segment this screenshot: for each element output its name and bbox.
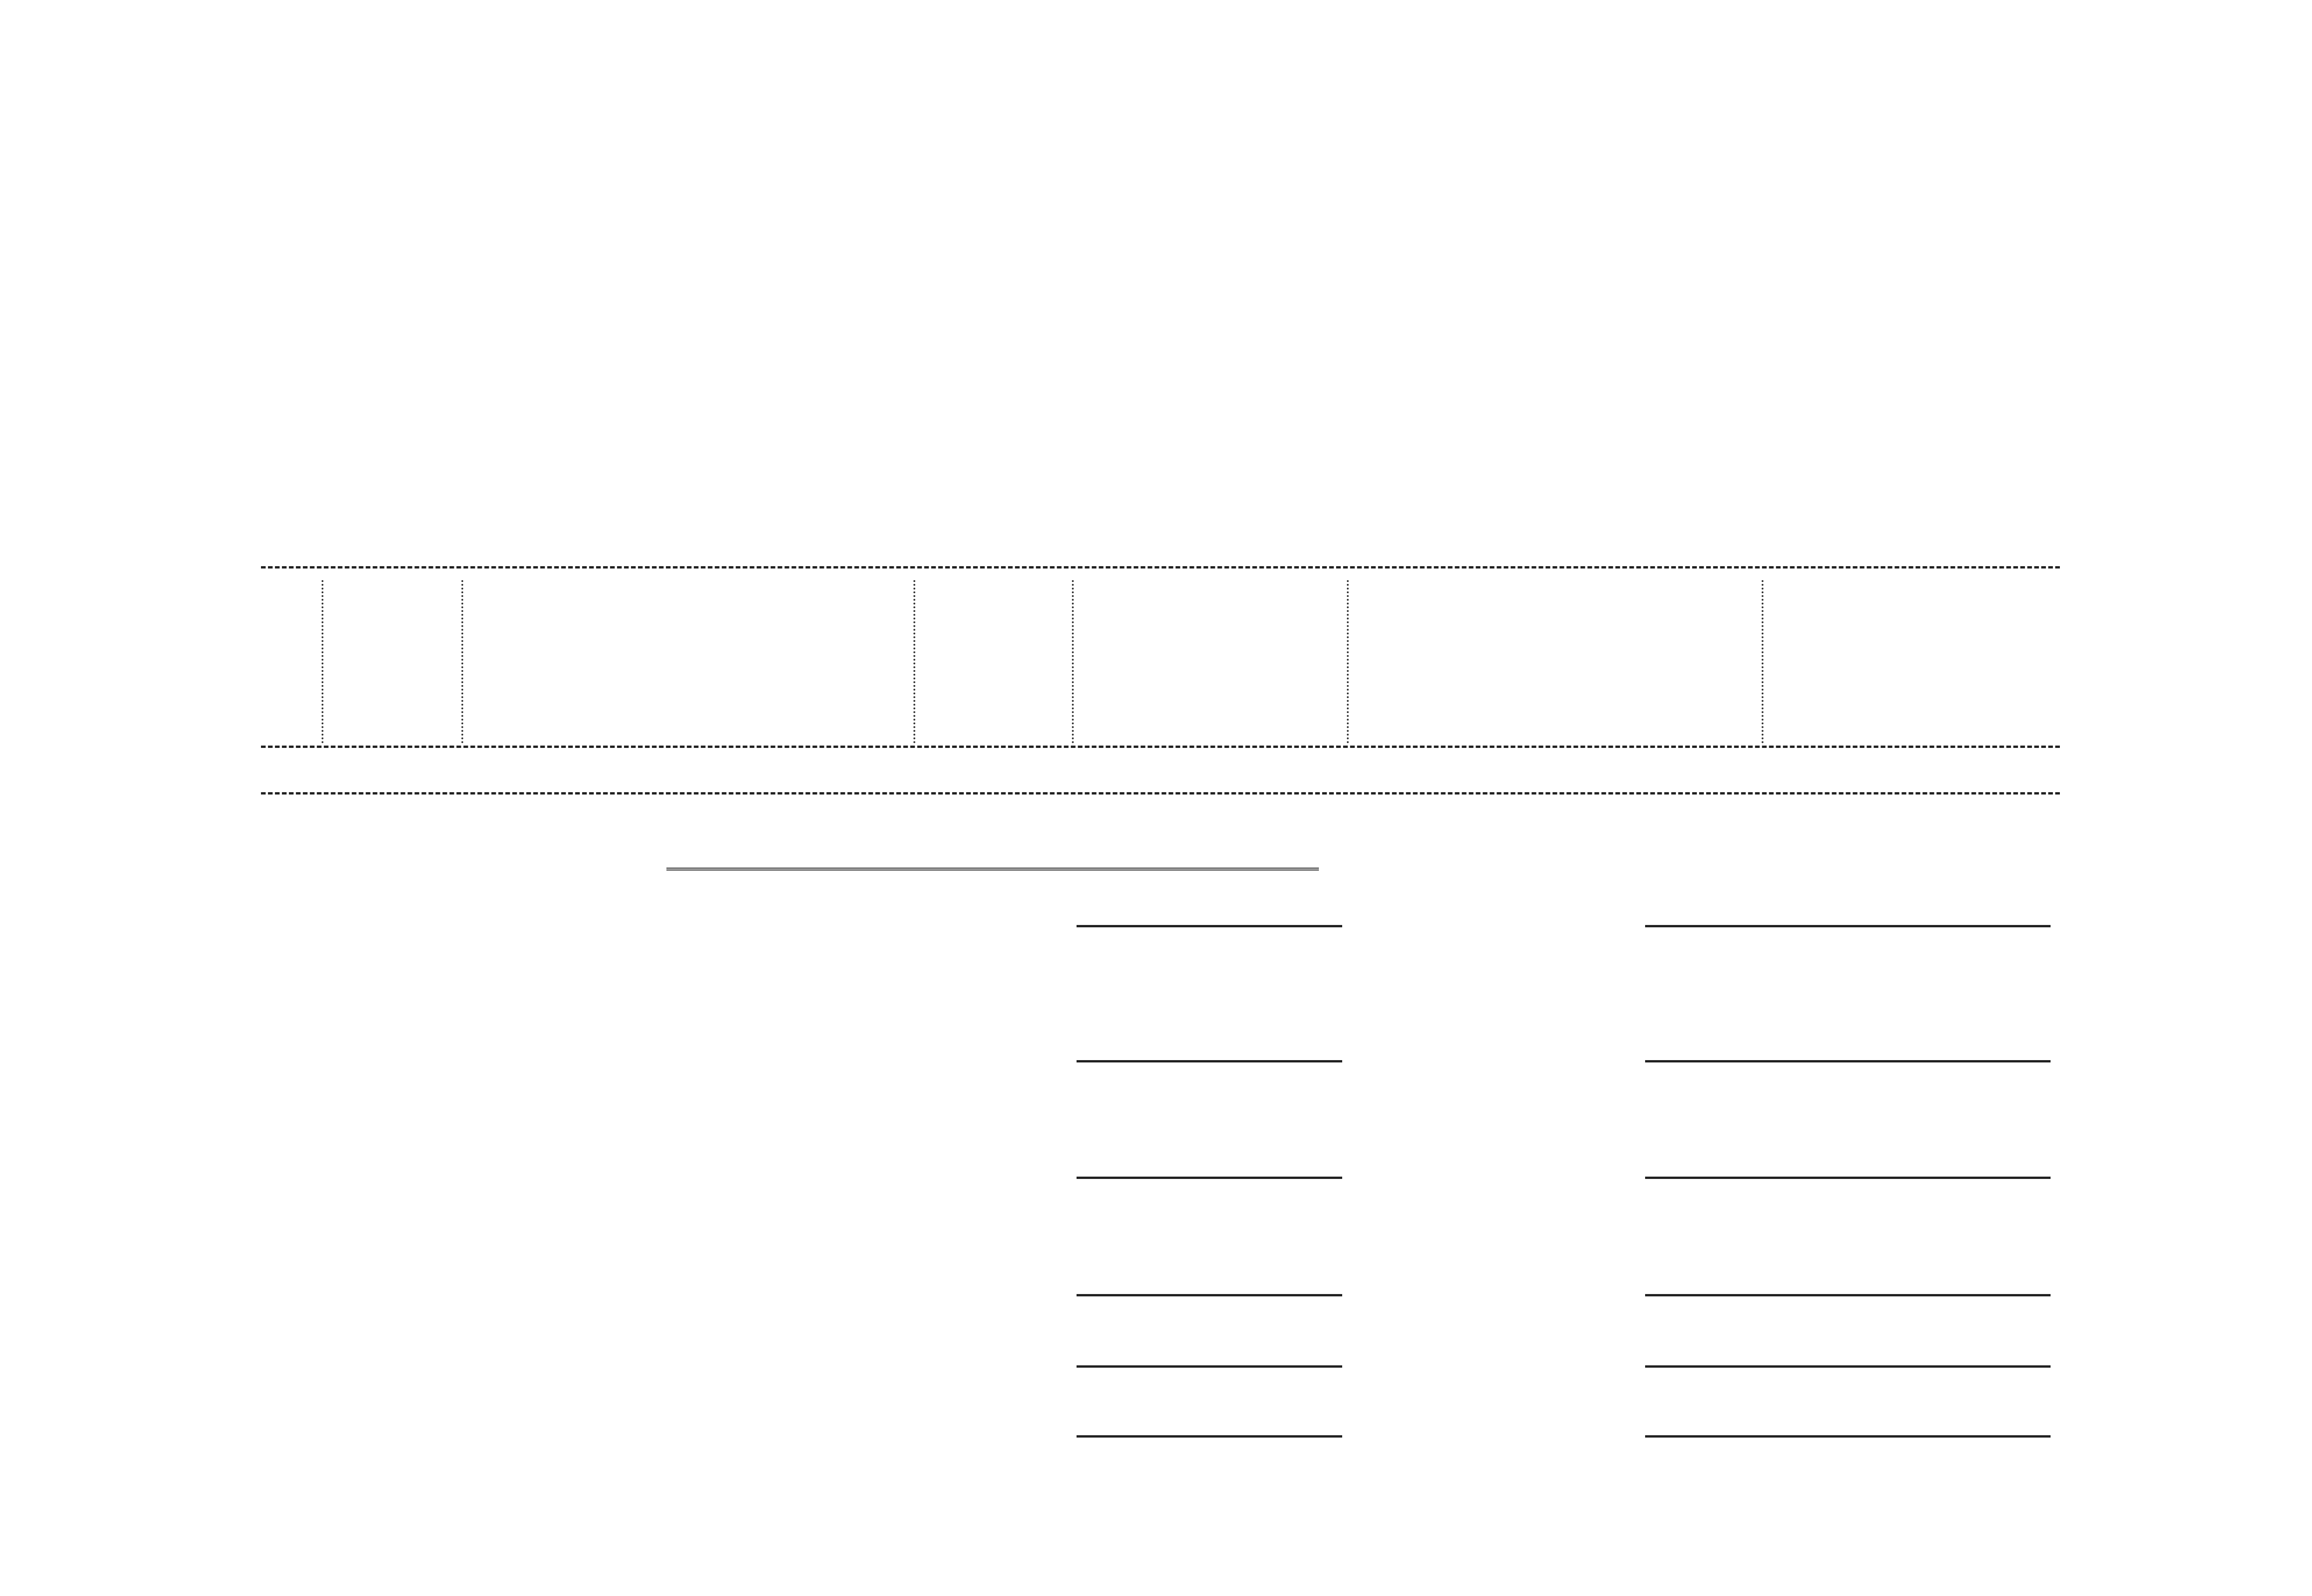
row-divider bbox=[1645, 1060, 2051, 1062]
row-divider bbox=[1645, 1435, 2051, 1438]
column-divider bbox=[1762, 580, 1763, 743]
column-divider bbox=[322, 580, 323, 743]
row-divider bbox=[1645, 925, 2051, 927]
row-divider bbox=[1077, 1177, 1342, 1179]
row-divider bbox=[1077, 1294, 1342, 1296]
row-divider bbox=[1645, 1177, 2051, 1179]
row-divider bbox=[1077, 925, 1342, 927]
section-underline bbox=[666, 868, 1319, 870]
column-divider bbox=[1347, 580, 1349, 743]
column-divider bbox=[1072, 580, 1074, 743]
row-divider bbox=[1077, 1060, 1342, 1062]
header-mid-rule bbox=[261, 746, 2060, 748]
row-divider bbox=[1077, 1435, 1342, 1438]
column-divider bbox=[913, 580, 915, 743]
header-bottom-rule bbox=[261, 792, 2060, 795]
table-top-rule bbox=[261, 566, 2060, 569]
row-divider bbox=[1645, 1365, 2051, 1368]
row-divider bbox=[1645, 1294, 2051, 1296]
row-divider bbox=[1077, 1365, 1342, 1368]
column-divider bbox=[461, 580, 463, 743]
